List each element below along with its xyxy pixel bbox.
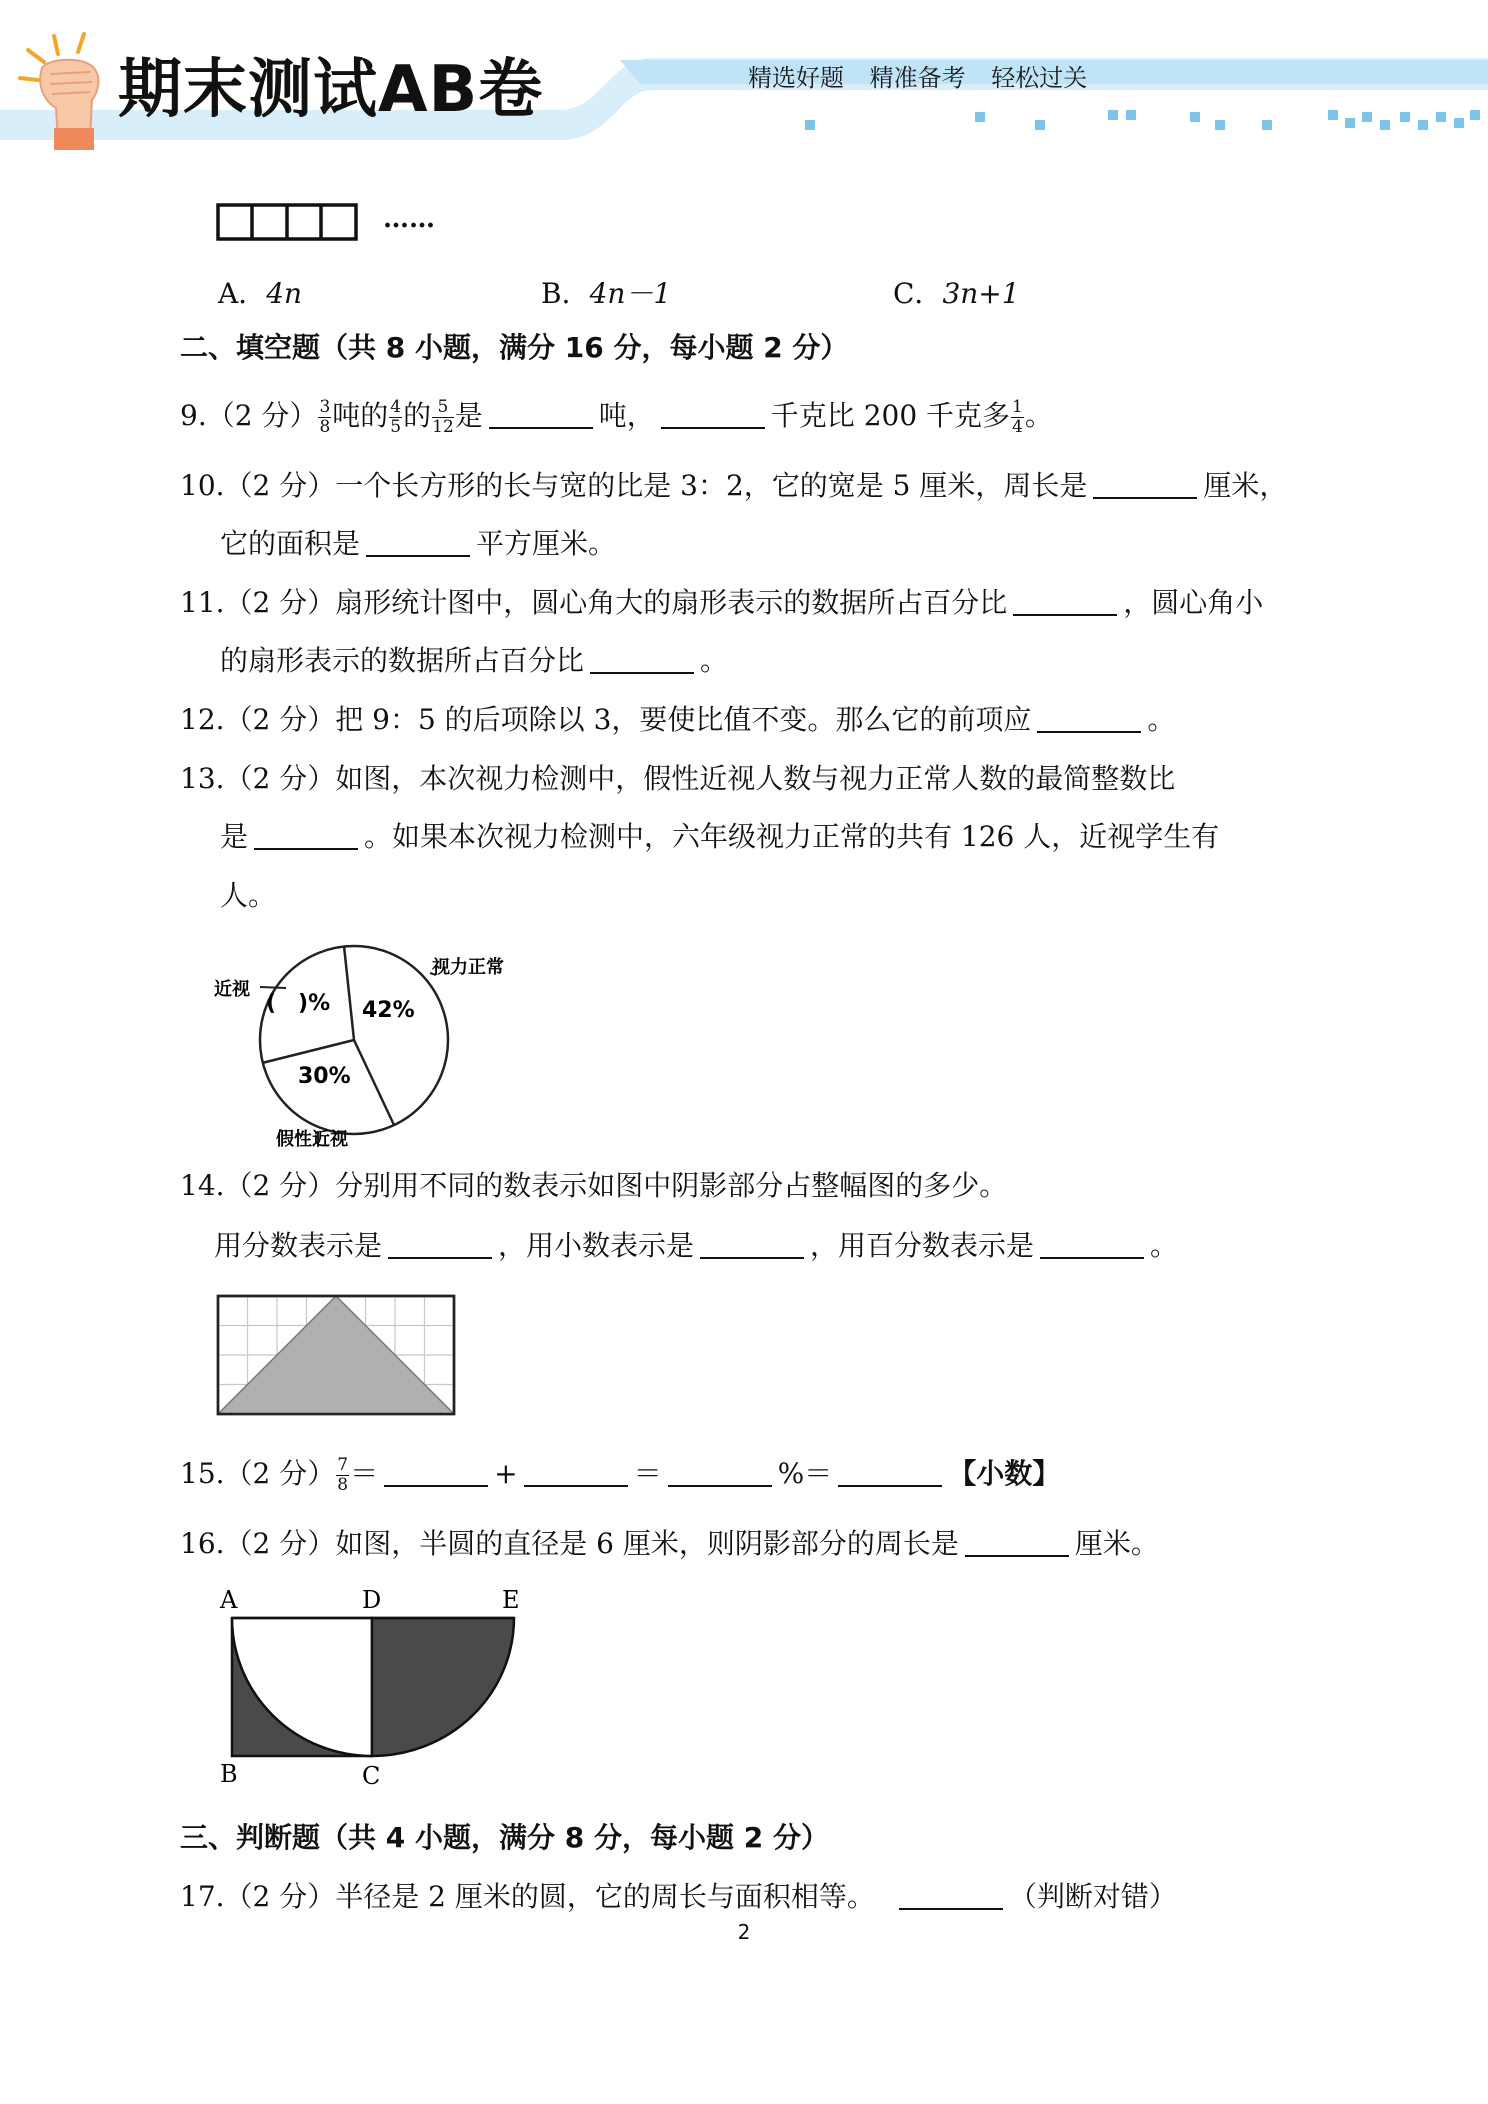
q9-text-4: 吨， [598,399,655,432]
q15-equals-1: ＝ [350,1457,379,1490]
q9-text-5: 千克比 200 千克多 [770,399,1011,432]
question-12 [180,700,1175,740]
option-a-letter: A． [218,277,267,310]
option-a-text: 4n [266,277,303,310]
q9-f1-den: 8 [319,417,331,437]
q16-blank[interactable] [965,1527,1069,1557]
q15-equals-2: ＝ [633,1457,662,1490]
q14-text-4: 。 [1150,1229,1179,1262]
question-13-line-1: 13.（2 分）如图，本次视力检测中，假性近视人数与视力正常人数的最简整数比 [180,762,1176,795]
q15-blank-3[interactable] [668,1457,772,1487]
q12-text-2: 。 [1147,703,1176,736]
q16-text-2: 厘米。 [1074,1527,1159,1560]
q9-f4-den: 4 [1012,417,1023,437]
q14-text-3: ，用百分数表示是 [810,1229,1035,1262]
option-c [893,272,1020,312]
question-9 [180,396,1053,437]
pie-label-normal: 视力正常 [432,957,504,978]
pie-label-false-myopia: 假性近视 [276,1129,348,1150]
option-b-letter: B． [541,277,590,310]
q14-blank-1[interactable] [388,1229,492,1259]
question-11-line-2 [220,641,728,681]
q15-prefix: 15.（2 分） [180,1457,336,1490]
q9-f3-num: 5 [432,398,454,418]
q13-blank-1[interactable] [254,820,358,850]
question-11-line-1 [180,583,1263,623]
q9-text-6: 。 [1024,399,1053,432]
section-3-heading: 三、判断题（共 4 小题，满分 8 分，每小题 2 分） [180,1821,829,1854]
q14-blank-2[interactable] [700,1229,804,1259]
q15-blank-1[interactable] [384,1457,488,1487]
q11-blank-2[interactable] [590,644,694,674]
q13-text-1: 是 [220,820,249,853]
option-c-letter: C． [893,277,943,310]
pattern-ellipsis: …… [383,204,435,234]
semicircle-figure [210,1586,530,1786]
q14-text-1: 用分数表示是 [214,1229,383,1262]
pie-chart-figure [200,935,540,1150]
q12-text-1: 12.（2 分）把 9：5 的后项除以 3，要使比值不变。那么它的前项应 [180,703,1032,736]
pie-pct-false-myopia: 30% [298,1064,351,1089]
q15-fraction [336,1456,349,1495]
square-pattern-figure [216,203,358,241]
header-title: 期末测试AB卷 [118,53,544,127]
q17-text-1: 17.（2 分）半径是 2 厘米的圆，它的周长与面积相等。 [180,1880,875,1913]
question-13-line-2 [220,817,1219,857]
q11-text-2: ，圆心角小 [1123,586,1264,619]
q9-text-3: 是 [454,399,483,432]
q13-text-2: 。如果本次视力检测中，六年级视力正常的共有 126 人，近视学生有 [364,820,1220,853]
q9-f2-den: 5 [390,417,402,437]
q10-blank-1[interactable] [1093,469,1197,499]
question-15 [180,1454,1060,1495]
q15-f-num: 7 [337,1455,349,1475]
pie-pct-myopia: ( )% [266,991,331,1016]
q9-fraction-3 [432,398,454,437]
q10-blank-2[interactable] [366,527,470,557]
point-e-label: E [502,1586,520,1614]
option-b [541,272,671,312]
q14-blank-3[interactable] [1040,1229,1144,1259]
grid-triangle-figure [216,1294,456,1416]
question-10-line-1 [180,466,1287,506]
q9-f2-num: 4 [390,397,402,417]
option-c-text: 3n+1 [942,277,1020,310]
q17-blank[interactable] [899,1880,1003,1910]
section-2-heading: 二、填空题（共 8 小题，满分 16 分，每小题 2 分） [180,331,849,364]
q9-fraction-2 [389,398,402,437]
q15-plus: + [494,1457,518,1490]
q10-text-3: 它的面积是 [220,527,361,560]
q16-text-1: 16.（2 分）如图，半圆的直径是 6 厘米，则阴影部分的周长是 [180,1527,959,1560]
q9-text-1: 吨的 [332,399,389,432]
point-a-label: A [220,1586,238,1614]
q9-blank-2[interactable] [661,399,765,429]
q15-f-den: 8 [337,1475,349,1495]
option-a [218,272,302,312]
pie-label-myopia: 近视 [214,979,250,1000]
question-14-line-1: 14.（2 分）分别用不同的数表示如图中阴影部分占整幅图的多少。 [180,1169,1008,1202]
fist-icon [14,28,114,152]
q9-fraction-4 [1011,398,1024,437]
q9-blank-1[interactable] [489,399,593,429]
question-10-line-2 [220,524,616,564]
q11-text-1: 11.（2 分）扇形统计图中，圆心角大的扇形表示的数据所占百分比 [180,586,1008,619]
q10-text-1: 10.（2 分）一个长方形的长与宽的比是 3：2，它的宽是 5 厘米，周长是 [180,469,1088,502]
point-b-label: B [220,1760,238,1786]
q11-text-3: 的扇形表示的数据所占百分比 [220,644,585,677]
page-number: 2 [737,1920,751,1944]
q12-blank[interactable] [1037,703,1141,733]
q10-text-4: 平方厘米。 [476,527,617,560]
q9-f3-den: 12 [432,417,454,437]
option-b-text: 4n－1 [589,277,672,310]
question-17 [180,1877,1177,1917]
q15-percent: %＝ [777,1457,833,1490]
q9-text-2: 的 [403,399,432,432]
q11-blank-1[interactable] [1013,586,1117,616]
q14-text-2: ，用小数表示是 [498,1229,695,1262]
question-13-line-3: 人。 [220,879,277,912]
q15-blank-4[interactable] [838,1457,942,1487]
question-14-line-2 [214,1226,1178,1266]
pie-pct-normal: 42% [362,998,415,1023]
q10-text-2: 厘米， [1203,469,1288,502]
q9-f4-num: 1 [1012,397,1023,417]
q11-text-4: 。 [700,644,729,677]
q15-tail: 【小数】 [948,1457,1061,1490]
header-slogan: 精选好题 精准备考 轻松过关 [748,64,1088,92]
q15-blank-2[interactable] [524,1457,628,1487]
point-d-label: D [362,1586,382,1614]
q9-fraction-1 [318,398,331,437]
q9-prefix: 9.（2 分） [180,399,318,432]
q9-f1-num: 3 [319,397,331,417]
question-16 [180,1524,1159,1564]
q17-text-2: （判断对错） [1008,1880,1177,1913]
point-c-label: C [362,1762,381,1786]
